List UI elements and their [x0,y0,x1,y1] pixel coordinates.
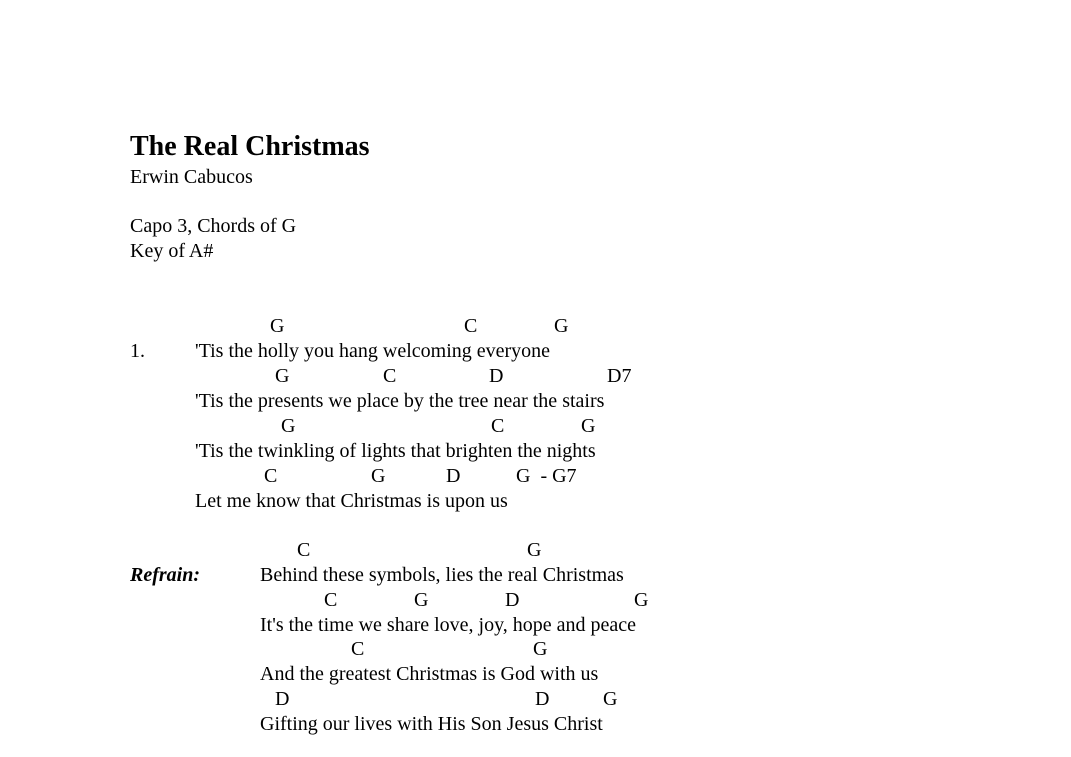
chord: D [505,589,520,611]
chord: G [581,415,596,437]
chord: D [535,688,550,710]
chord: G [414,589,429,611]
song-author: Erwin Cabucos [130,166,253,188]
lyric-line: And the greatest Christmas is God with us [260,663,599,685]
chord: C [351,638,365,660]
lyric-line: It's the time we share love, joy, hope and peace [260,614,637,636]
chord: G [527,539,542,561]
chord: C [383,365,397,387]
chord: C [464,315,478,337]
chord: G [281,415,296,437]
lyric-line: 'Tis the holly you hang welcoming everyone [195,340,551,362]
chord: G [554,315,569,337]
refrain-label: Refrain: [130,564,200,586]
lyric-line: Gifting our lives with His Son Jesus Christ [260,713,603,735]
chord: G [270,315,285,337]
lyric-line: Let me know that Christmas is upon us [195,490,508,512]
chord: G - G7 [516,465,577,487]
chord: G [533,638,548,660]
song-title: The Real Christmas [130,131,370,162]
chord: G [275,365,290,387]
lyric-line: Behind these symbols, lies the real Christmas [260,564,624,586]
verse-number: 1. [130,340,145,362]
lyric-line: 'Tis the twinkling of lights that brighten the nights [195,440,596,462]
chord: G [634,589,649,611]
chord: C [324,589,338,611]
chord: D [489,365,504,387]
chord: G [371,465,386,487]
chord: C [297,539,311,561]
chord: G [603,688,618,710]
lyric-line: 'Tis the presents we place by the tree near the stairs [195,390,605,412]
chord: C [491,415,505,437]
chord: C [264,465,278,487]
key-info: Key of A# [130,240,214,262]
chord: D [275,688,290,710]
chord: D [446,465,461,487]
chord: D7 [607,365,632,387]
capo-info: Capo 3, Chords of G [130,215,297,237]
